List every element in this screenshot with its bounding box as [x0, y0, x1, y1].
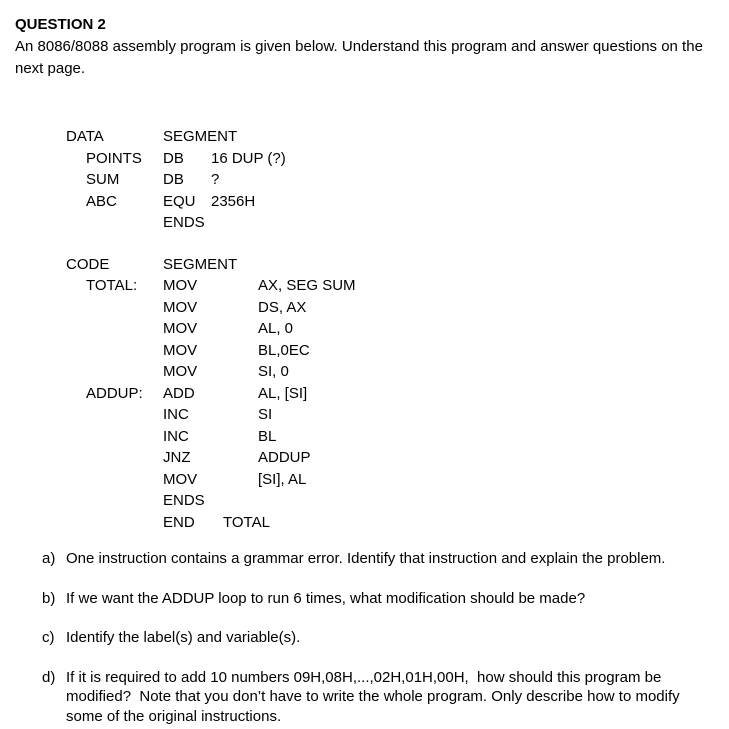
program-line: [66, 426, 719, 448]
operand-column: DS, AX: [258, 298, 307, 316]
opcode-column: DB: [163, 149, 184, 167]
program-line: [66, 361, 719, 383]
opcode-column: ADD: [163, 384, 195, 402]
questions-list: [15, 549, 719, 726]
question-marker: a): [42, 550, 56, 567]
program-line: [66, 340, 719, 362]
operand-column: SI, 0: [258, 363, 289, 380]
opcode-column: MOV: [163, 470, 198, 488]
operand-column: AL, [SI]: [258, 384, 308, 402]
label-column: TOTAL:: [86, 277, 138, 294]
opcode-column: SEGMENT: [163, 128, 238, 145]
label-column: SUM: [86, 171, 120, 188]
program-line: [66, 297, 719, 319]
operand-column: TOTAL: [223, 513, 270, 531]
program-line: [66, 404, 719, 426]
operand-column: SI: [258, 406, 273, 423]
label-column: [66, 469, 163, 491]
label-column: [66, 512, 163, 534]
question-marker: b): [42, 589, 56, 607]
label-column: [66, 297, 163, 319]
program-line: [66, 212, 719, 234]
program-line: [66, 512, 719, 534]
question-text: If it is required to add 10 numbers 09H,08H,...,02H,01H,00H, how should this program be modified? Note that you don’t have to write the whole program. Only describe how to modify some of the original instructions.: [66, 668, 680, 725]
program-line: [66, 148, 719, 170]
opcode-column: INC: [163, 427, 189, 445]
opcode-column: ENDS: [163, 214, 205, 231]
label-column: ADDUP:: [86, 384, 143, 402]
intro-paragraph: An 8086/8088 assembly program is given below. Understand this program and answer questions on the next page.: [15, 38, 703, 77]
program-line: [66, 126, 719, 148]
opcode-column: EQU: [163, 192, 196, 210]
label-column: DATA: [66, 128, 104, 145]
label-column: CODE: [66, 255, 110, 273]
program-line: [66, 169, 719, 191]
question-title: QUESTION 2: [15, 16, 106, 33]
label-column: [66, 340, 163, 362]
question-marker: d): [42, 668, 56, 686]
program-line: [66, 318, 719, 340]
program-line: [66, 275, 719, 297]
label-column: [66, 318, 163, 340]
opcode-column: END: [163, 513, 195, 531]
question-item-b: [42, 589, 719, 609]
question-item-a: [42, 549, 719, 569]
label-column: [66, 404, 163, 426]
program-line: [66, 191, 719, 213]
label-column: ABC: [86, 192, 117, 210]
opcode-column: MOV: [163, 363, 198, 380]
program-line: [66, 254, 719, 276]
operand-column: 16 DUP (?): [211, 149, 286, 167]
opcode-column: ENDS: [163, 492, 205, 509]
opcode-column: DB: [163, 171, 184, 188]
code-segment: [66, 254, 719, 534]
question-text: One instruction contains a grammar error. Identify that instruction and explain the problem.: [66, 550, 666, 567]
data-segment: [66, 126, 719, 234]
label-column: [66, 447, 163, 469]
opcode-column: MOV: [163, 277, 198, 294]
question-text: Identify the label(s) and variable(s).: [66, 629, 301, 646]
operand-column: BL,0EC: [258, 341, 310, 359]
opcode-column: SEGMENT: [163, 255, 238, 273]
label-column: [66, 361, 163, 383]
operand-column: ADDUP: [258, 449, 311, 466]
opcode-column: JNZ: [163, 449, 191, 466]
label-column: [66, 426, 163, 448]
operand-column: AL, 0: [258, 320, 294, 337]
operand-column: BL: [258, 427, 277, 445]
opcode-column: INC: [163, 406, 189, 423]
question-item-d: [42, 668, 719, 727]
operand-column: 2356H: [211, 192, 256, 210]
question-marker: c): [42, 629, 55, 646]
opcode-column: MOV: [163, 320, 198, 337]
program-line: [66, 469, 719, 491]
program-line: [66, 490, 719, 512]
question-item-c: [42, 628, 719, 648]
label-column: POINTS: [86, 149, 142, 167]
opcode-column: MOV: [163, 298, 198, 316]
label-column: [66, 212, 163, 234]
operand-column: [SI], AL: [258, 470, 307, 488]
program-line: [66, 383, 719, 405]
question-text: If we want the ADDUP loop to run 6 times, what modification should be made?: [66, 589, 586, 607]
operand-column: AX, SEG SUM: [258, 277, 356, 294]
program-line: [66, 447, 719, 469]
operand-column: ?: [211, 171, 220, 188]
assembly-program: [66, 126, 719, 533]
opcode-column: MOV: [163, 341, 198, 359]
label-column: [66, 490, 163, 512]
